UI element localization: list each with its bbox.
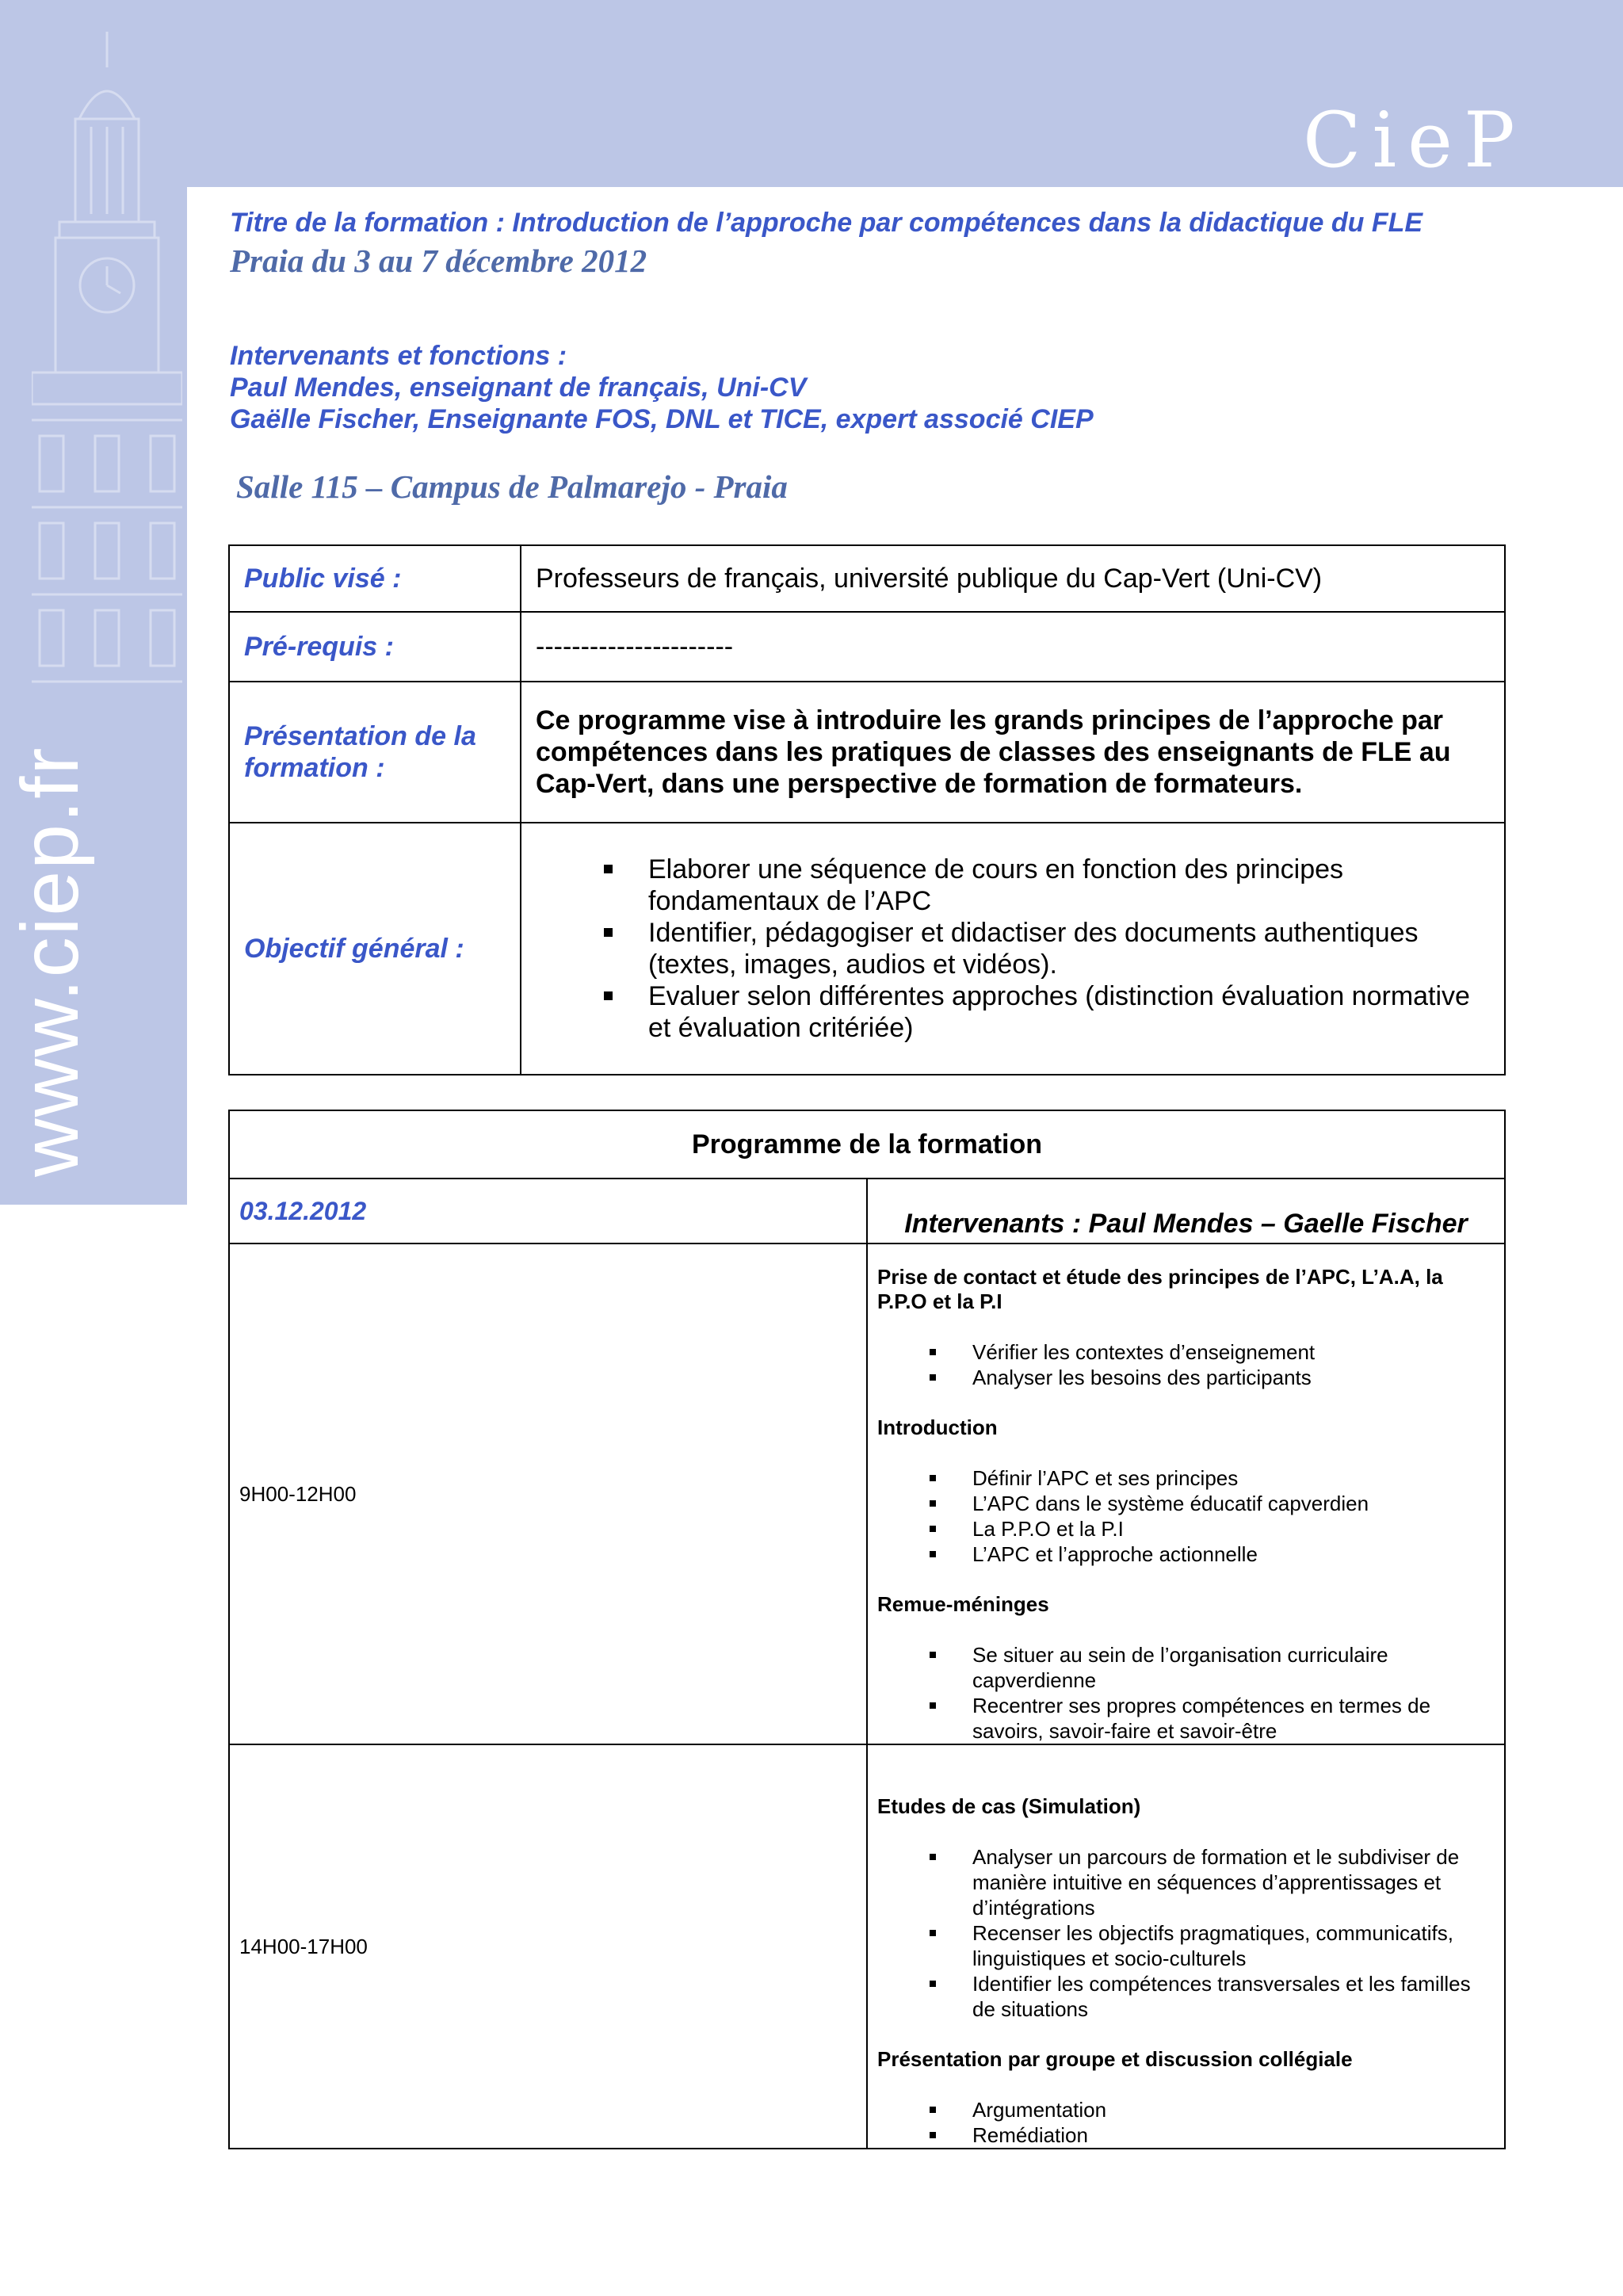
table-row [229, 682, 1505, 823]
list-item: Remédiation [930, 2122, 1495, 2148]
prereq-value: ---------------------- [521, 612, 1505, 682]
programme-speakers: Intervenants : Paul Mendes – Gaelle Fischer [867, 1179, 1505, 1244]
building-illustration [32, 24, 182, 737]
afternoon-time: 14H00-17H00 [229, 1744, 867, 2149]
section-title: Introduction [877, 1415, 998, 1439]
speaker-line: Paul Mendes, enseignant de français, Uni-CV [230, 372, 807, 403]
training-title: Titre de la formation : Introduction de l’approche par compétences dans la didactique du FLE [230, 208, 1423, 238]
list-item: La P.P.O et la P.I [930, 1516, 1495, 1541]
list-item: Identifier les compétences transversales et les familles de situations [930, 1971, 1495, 2022]
list-item: Analyser un parcours de formation et le subdiviser de manière intuitive en séquences d’apprentissages et d’intégrations [930, 1844, 1495, 1920]
table-row [229, 612, 1505, 682]
objective-label: Objectif général : [229, 823, 521, 1075]
list-item: Se situer au sein de l’organisation curriculaire capverdienne [930, 1642, 1495, 1693]
table-row [229, 1179, 1505, 1244]
speaker-line: Gaëlle Fischer, Enseignante FOS, DNL et TICE, expert associé CIEP [230, 404, 1094, 434]
section-list [877, 1339, 1495, 1390]
section-title: Etudes de cas (Simulation) [877, 1794, 1141, 1818]
table-row [229, 1744, 1505, 2149]
morning-time: 9H00-12H00 [229, 1244, 867, 1744]
ciep-logo [1300, 87, 1537, 190]
morning-content [867, 1244, 1505, 1744]
info-table [228, 544, 1506, 1075]
objective-list [536, 854, 1490, 1044]
public-label: Public visé : [229, 545, 521, 612]
list-item: Elaborer une séquence de cours en fonction des principes fondamentaux de l’APC [604, 854, 1490, 917]
list-item: Argumentation [930, 2097, 1495, 2122]
programme-title: Programme de la formation [229, 1110, 1505, 1179]
table-row [229, 545, 1505, 612]
speakers-heading: Intervenants et fonctions : [230, 341, 567, 371]
presentation-label: Présentation de la formation : [229, 682, 521, 823]
table-row [229, 1244, 1505, 1744]
section-list [877, 1642, 1495, 1744]
presentation-value: Ce programme vise à introduire les grands principes de l’approche par compétences dans les pratiques de classes des enseignants de FLE au Cap-Vert, dans une perspective de formation de formateurs. [521, 682, 1505, 823]
list-item: L’APC et l’approche actionnelle [930, 1541, 1495, 1567]
table-row [229, 823, 1505, 1075]
programme-date: 03.12.2012 [229, 1179, 867, 1244]
list-item: Identifier, pédagogiser et didactiser des documents authentiques (textes, images, audios et vidéos). [604, 917, 1490, 980]
objective-value [521, 823, 1505, 1075]
list-item: Recentrer ses propres compétences en termes de savoirs, savoir-faire et savoir-être [930, 1693, 1495, 1744]
table-row [229, 1110, 1505, 1179]
section-title: Remue-méninges [877, 1592, 1049, 1616]
venue: Salle 115 – Campus de Palmarejo - Praia [236, 468, 788, 505]
list-item: Vérifier les contextes d’enseignement [930, 1339, 1495, 1365]
list-item: Evaluer selon différentes approches (distinction évaluation normative et évaluation critériée) [604, 980, 1490, 1044]
training-dates: Praia du 3 au 7 décembre 2012 [230, 243, 647, 279]
list-item: Analyser les besoins des participants [930, 1365, 1495, 1390]
section-title: Présentation par groupe et discussion collégiale [877, 2047, 1353, 2071]
site-url: www.ciep.fr [5, 746, 95, 1177]
prereq-label: Pré-requis : [229, 612, 521, 682]
section-list [877, 1465, 1495, 1567]
list-item: Recenser les objectifs pragmatiques, communicatifs, linguistiques et socio-culturels [930, 1920, 1495, 1971]
section-title: Prise de contact et étude des principes de l’APC, L’A.A, la P.P.O et la P.I [877, 1265, 1443, 1313]
list-item: L’APC dans le système éducatif capverdien [930, 1491, 1495, 1516]
svg-text:CieP: CieP [1303, 96, 1526, 185]
ciep-logo-mark [1300, 87, 1537, 190]
programme-table [228, 1110, 1506, 2149]
public-value: Professeurs de français, université publique du Cap-Vert (Uni-CV) [521, 545, 1505, 612]
afternoon-content [867, 1744, 1505, 2149]
section-list [877, 2097, 1495, 2148]
section-list [877, 1844, 1495, 2022]
list-item: Définir l’APC et ses principes [930, 1465, 1495, 1491]
